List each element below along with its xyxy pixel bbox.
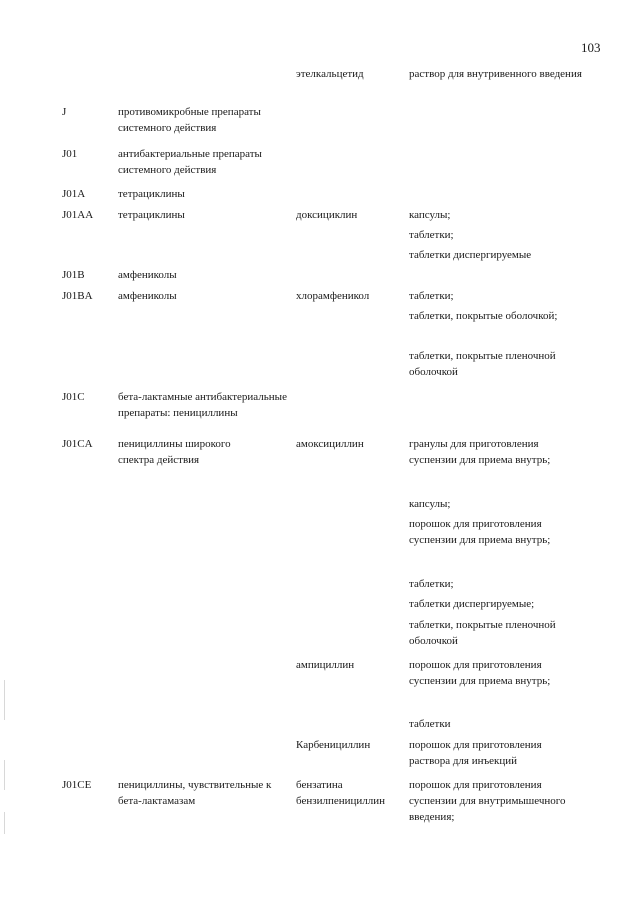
atc-group-name: противомикробные препараты системного действия [118, 106, 261, 134]
atc-code: J01CA [62, 438, 93, 450]
drug-name: хлорамфеникол [296, 290, 370, 302]
dosage-form: таблетки, покрытые пленочной оболочкой [409, 619, 556, 647]
atc-code: J [62, 106, 67, 118]
dosage-form: порошок для приготовления суспензии для приема внутрь; [409, 518, 551, 546]
dosage-form: капсулы; [409, 498, 451, 510]
dosage-form: таблетки [409, 718, 451, 730]
atc-group-name: амфениколы [118, 290, 177, 302]
drug-name: ампициллин [296, 659, 355, 671]
atc-group-name: амфениколы [118, 269, 177, 281]
atc-group-name: пенициллины, чувствительные к бета-лактамазам [118, 779, 272, 807]
page-number: 103 [581, 40, 601, 55]
dosage-form: раствор для внутривенного введения [409, 68, 582, 80]
drug-name: бензатина бензилпенициллин [296, 779, 386, 807]
drug-name: этелкальцетид [296, 68, 364, 80]
atc-group-name: пенициллины широкого спектра действия [118, 438, 231, 466]
dosage-form: таблетки; [409, 578, 454, 590]
atc-code: J01 [62, 148, 78, 160]
dosage-form: таблетки диспергируемые; [409, 598, 535, 610]
atc-code: J01AA [62, 209, 94, 221]
dosage-form: таблетки, покрытые пленочной оболочкой [409, 350, 556, 378]
scan-margin-mark [4, 680, 5, 720]
scan-margin-mark [4, 760, 5, 790]
atc-group-name: тетрациклины [118, 209, 185, 221]
atc-code: J01B [62, 269, 85, 281]
dosage-form: капсулы; [409, 209, 451, 221]
dosage-form: таблетки, покрытые оболочкой; [409, 310, 558, 322]
dosage-form: гранулы для приготовления суспензии для приема внутрь; [409, 438, 551, 466]
dosage-form: порошок для приготовления суспензии для приема внутрь; [409, 659, 551, 687]
atc-group-name: тетрациклины [118, 188, 185, 200]
dosage-form: порошок для приготовления раствора для инъекций [409, 739, 542, 767]
atc-code: J01CE [62, 779, 92, 791]
dosage-form: таблетки диспергируемые [409, 249, 532, 261]
dosage-form: таблетки; [409, 290, 454, 302]
dosage-form: таблетки; [409, 229, 454, 241]
atc-group-name: бета-лактамные антибактериальные препараты: пенициллины [118, 391, 287, 419]
atc-code: J01C [62, 391, 85, 403]
drug-name: амоксициллин [296, 438, 364, 450]
atc-group-name: антибактериальные препараты системного действия [118, 148, 262, 176]
drug-name: Карбенициллин [296, 739, 371, 751]
dosage-form: порошок для приготовления суспензии для внутримышечного введения; [409, 779, 566, 823]
drug-name: доксициклин [296, 209, 358, 221]
atc-code: J01BA [62, 290, 93, 302]
scan-margin-mark [4, 812, 5, 834]
atc-code: J01A [62, 188, 86, 200]
